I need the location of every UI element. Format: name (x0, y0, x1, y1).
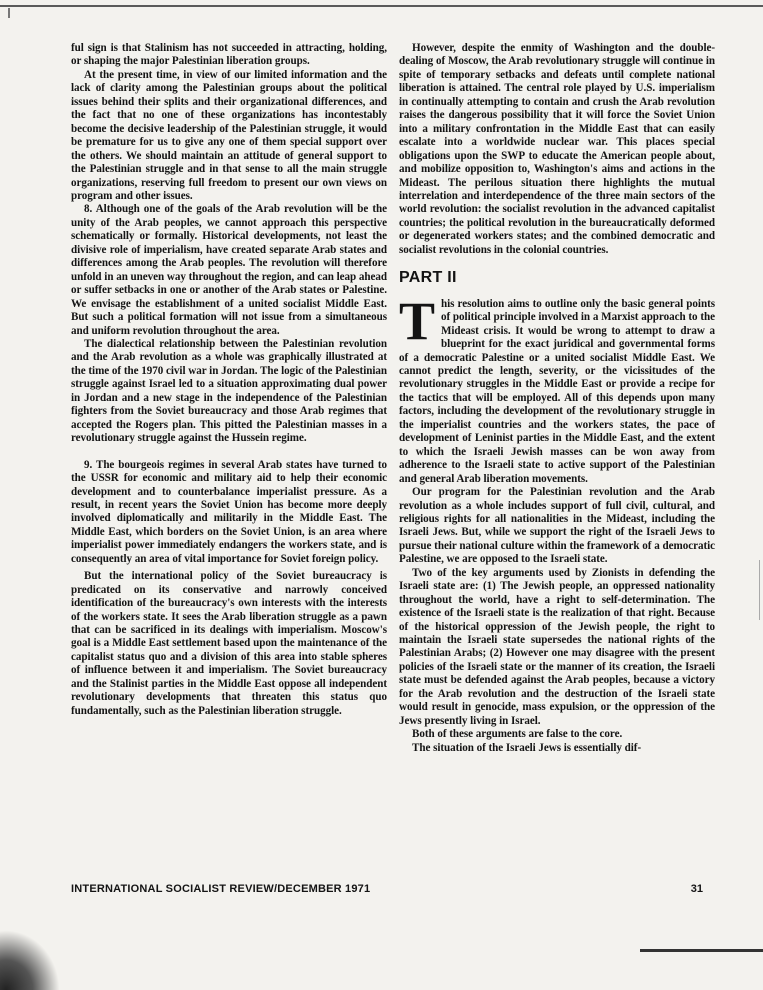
paragraph: ful sign is that Stalinism has not succeeded in attracting, holding, or shaping the major Palestinian liberation groups. (71, 42, 387, 68)
paragraph: Two of the key arguments used by Zionists in defending the Israeli state are: (1) The Jewish people, an oppressed nationality throughout the world, have a right to self-determination. The existence of the Israeli state is the realization of that right. Because of the historical oppression of the Jewish people, the right to maintain the Israeli state supersedes the national rights of the Palestinian Arabs; (2) However one may disagree with the present policies of the Israeli state or the manner of its creation, the Israeli state must be defended against the Arab peoples, because a victory for the Arab revolution and the destruction of the Israeli state would result in genocide, mass expulsion, or the oppression of the Jews presently living in Israel. (399, 566, 715, 727)
paragraph: Our program for the Palestinian revolution and the Arab revolution as a whole includes support of full civil, cultural, and religious rights for all nationalities in the Mideast, including the Israeli Jews. But, while we support the right of the Israeli Jews to pursue their national culture within the framework of a democratic Palestine, we are opposed to the Israeli state. (399, 486, 715, 566)
scan-smudge (0, 930, 60, 990)
paragraph-with-dropcap (399, 290, 715, 486)
paragraph: At the present time, in view of our limited information and the lack of clarity among the Palestinian groups about the political issues behind their splits and their organizational differences, and the fact that no one of these organizations has incontestably become the decisive leadership of the Palestinian struggle, it would be premature for us to give any one of them special support over the others. We should maintain an attitude of general support to the Palestinian struggle and in that sense to all the main struggle organizations, reserving full freedom to present our own views on program and other issues. (71, 68, 387, 202)
scan-artifact (759, 560, 760, 620)
paragraph: 8. Although one of the goals of the Arab revolution will be the unity of the Arab peoples, we cannot approach this perspective schematically or formally. Historical developments, not least the divisive role of imperialism, have created separate Arab states and differences among the Arab peoples. The revolution will therefore unfold in an uneven way throughout the region, and can leap ahead or suffer setbacks in one or another of the Arab states or Palestine. We envisage the establishment of a united socialist Middle East. But such a political formation will not issue from a simultaneous and uniform revolution throughout the area. (71, 203, 387, 337)
paragraph: Both of these arguments are false to the core. (412, 728, 623, 741)
section-heading: PART II (399, 269, 457, 287)
scan-top-edge (0, 5, 763, 7)
paragraph-text: his resolution aims to outline only the basic general points of political principle involved in a Marxist approach to the Mideast crisis. It would be wrong to attempt to draw a blueprint for the exact juridical and governmental forms of a democratic Palestine or a united socialist Middle East. We cannot predict the length, severity, or the vicissitudes of the revolutionary struggles in the Middle East or provide a recipe for the tactics that will be employed. All of this depends upon many factors, including the development of the revolutionary struggle in the imperialist countries and the workers states, the pace of development of Leninist parties in the Middle East, and the extent to which the Israeli Jewish masses can be won away from adherence to the Israeli state to active support of the Palestinian and general Arab liberation movements. (399, 297, 715, 485)
paragraph: However, despite the enmity of Washington and the double-dealing of Moscow, the Arab revolutionary struggle will continue in spite of temporary setbacks and defeats until complete national liberation is attained. The central role played by U.S. imperialism in continually attempting to contain and crush the Arab revolution raises the dangerous possibility that it will force the Soviet Union into a military confrontation in the Middle East that can easily escalate into a worldwide nuclear war. This places special obligations upon the SWP to educate the American people about, and mobilize opposition to, Washington's aims and actions in the Mideast. The perilous situation there highlights the mutual interrelation and interdependence of the three main sectors of the world revolution: the socialist revolution in the advanced capitalist countries; the political revolution in the bureaucratically deformed or degenerated workers states; and the combined democratic and socialist revolutions in the colonial countries. (399, 42, 715, 256)
paragraph: The dialectical relationship between the Palestinian revolution and the Arab revolution as a whole was graphically illustrated at the time of the 1970 civil war in Jordan. The logic of the Palestinian struggle against Israel led to a situation approximating dual power in Jordan and a new stage in the independence of the Palestinian fighters from the Soviet bureaucracy and those Arab regimes that accepted the Rogers plan. This pitted the Palestinian masses in a revolutionary struggle against the Hussein regime. (71, 337, 387, 445)
scan-mark (8, 8, 10, 18)
right-column (399, 42, 715, 755)
page-number: 31 (690, 883, 703, 895)
journal-title: INTERNATIONAL SOCIALIST REVIEW/DECEMBER 1971 (71, 883, 371, 895)
scan-bottom-edge (640, 949, 763, 952)
drop-cap: T (399, 290, 435, 351)
paragraph: The situation of the Israeli Jews is essentially dif- (412, 741, 642, 754)
paragraph: 9. The bourgeois regimes in several Arab states have turned to the USSR for economic and military aid to help their economic development and to counterbalance imperialist pressure. As a result, in recent years the Soviet Union has become more deeply involved diplomatically and militarily in the Middle East. The Middle East, which borders on the Soviet Union, is an area where imperialist power immediately endangers the workers state, and is consequently an area of vital importance for Soviet foreign policy. (71, 458, 387, 565)
left-column (71, 42, 387, 718)
page-footer (71, 883, 717, 899)
paragraph: But the international policy of the Soviet bureaucracy is predicated on its conservative and narrowly conceived identification of the bureaucracy's own interests with the interests of the workers state. It sees the Arab liberation struggle as a pawn that can be sacrificed in its dealings with imperialism. Moscow's goal is a Middle East settlement based upon the maintenance of the capitalist status quo and a division of this area into stable spheres of influence between it and imperialism. The Soviet bureaucracy and the Stalinist parties in the Middle East oppose all independent revolutionary developments that threaten this status quo fundamentally, such as the Palestinian liberation struggle. (71, 570, 387, 717)
